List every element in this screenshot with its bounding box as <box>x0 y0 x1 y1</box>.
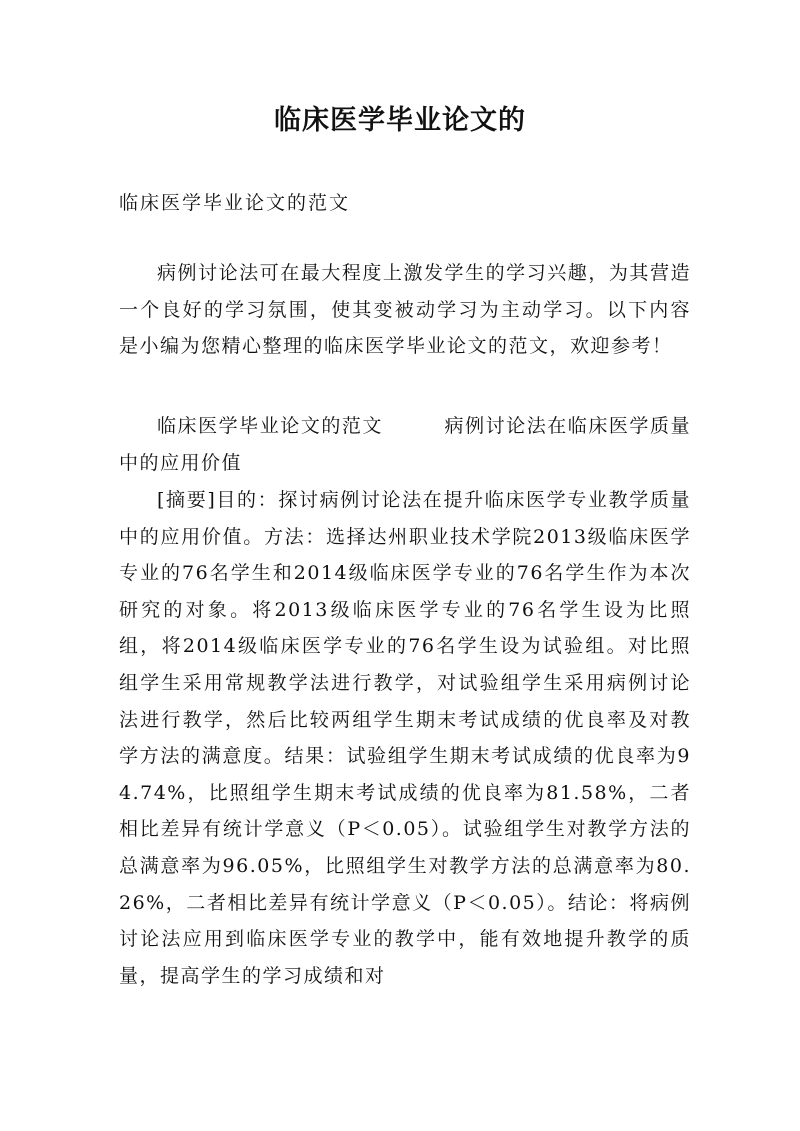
abstract-paragraph: [摘要]目的：探讨病例讨论法在提升临床医学专业教学质量中的应用价值。方法：选择达州职业技术学院2013级临床医学专业的76名学生和2014级临床医学专业的76名学生作为本次研究的对象。将2013级临床医学专业的76名学生设为比照组，将2014级临床医学专业的76名学生设为试验组。对比照组学生采用常规教学法进行教学，对试验组学生采用病例讨论法进行教学，然后比较两组学生期末考试成绩的优良率及对教学方法的满意度。结果：试验组学生期末考试成绩的优良率为94.74%，比照组学生期末考试成绩的优良率为81.58%，二者相比差异有统计学意义（P＜0.05）。试验组学生对教学方法的总满意率为96.05%，比照组学生对教学方法的总满意率为80.26%，二者相比差异有统计学意义（P＜0.05）。结论：将病例讨论法应用到临床医学专业的教学中，能有效地提升教学的质量，提高学生的学习成绩和对 <box>119 489 691 987</box>
document-subtitle: 临床医学毕业论文的范文 <box>119 192 351 214</box>
intro-paragraph: 病例讨论法可在最大程度上激发学生的学习兴趣，为其营造一个良好的学习氛围，使其变被动学习为主动学习。以下内容是小编为您精心整理的临床医学毕业论文的范文，欢迎参考！ <box>119 262 691 358</box>
document-title: 临床医学毕业论文的 <box>274 105 526 136</box>
section-heading-paragraph: 临床医学毕业论文的范文 病例讨论法在临床医学质量中的应用价值 <box>119 415 691 474</box>
